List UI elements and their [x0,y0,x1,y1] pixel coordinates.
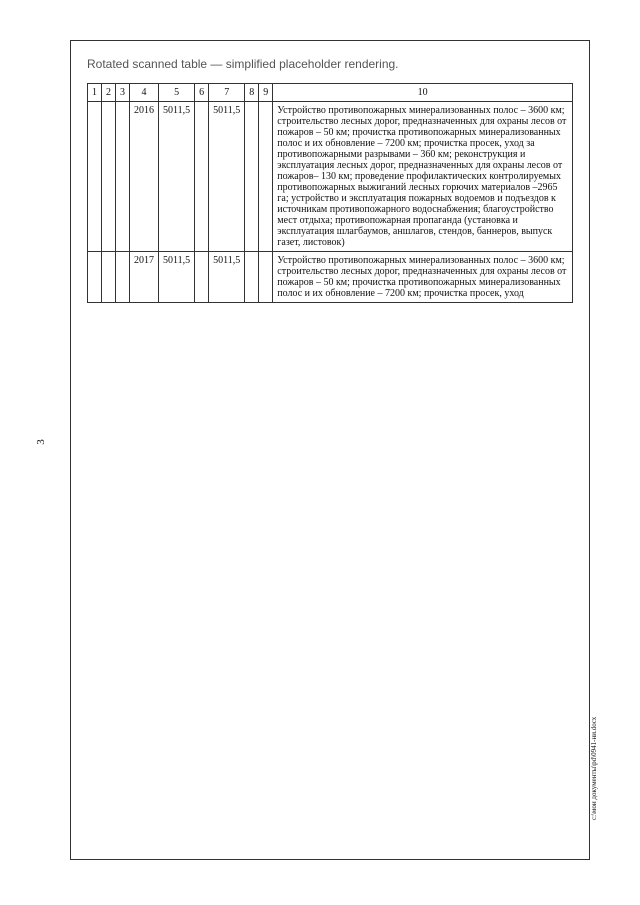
cell [102,252,116,303]
description-cell: Устройство противопожарных минерализованных полос – 3600 км; строительство лесных дорог, предназначенных для охраны лесов от пожаров – 50 км; прочистка противопожарных минерализованных полос и их обновление – 7200 км; прочистка просек, уход за противопожарными разрывами – 360 км; реконструкция и эксплуатация лесных дорог, предназначенных для охраны лесов от пожаров– 130 км; проведение профилактических контролируемых противопожарных выжиганий лесных горючих материалов –2965 га; устройство и эксплуатация пожарных водоемов и подъездов к источникам противопожарного водоснабжения; благоустройство мест отдыха; противопожарная пропаганда (установка и эксплуатация шлагбаумов, аншлагов, стендов, баннеров, выпуск газет, листовок) [273,102,573,252]
value-cell: 5011,5 [159,252,195,303]
placeholder-notice: Rotated scanned table — simplified placeholder rendering. [87,57,399,71]
cell [195,102,209,252]
cell [259,252,273,303]
page-number: 3 [34,439,47,445]
cell [259,102,273,252]
value-cell: 5011,5 [209,252,245,303]
placeholder-card [70,40,590,860]
header-cell: 8 [245,84,259,102]
year-cell: 2016 [130,102,159,252]
cell [195,252,209,303]
value-cell: 5011,5 [209,102,245,252]
header-cell: 2 [102,84,116,102]
data-table [87,83,573,303]
description-cell: Устройство противопожарных минерализованных полос – 3600 км; строительство лесных дорог, предназначенных для охраны лесов от пожаров – 50 км; прочистка противопожарных минерализованных полос и их обновление – 7200 км; прочистка просек, уход [273,252,573,303]
header-cell: 3 [116,84,130,102]
header-cell: 1 [88,84,102,102]
cell [88,102,102,252]
cell [116,102,130,252]
cell [245,102,259,252]
table-header-row [88,84,573,102]
cell [102,102,116,252]
cell [245,252,259,303]
table-row [88,252,573,303]
table-row [88,102,573,252]
year-cell: 2017 [130,252,159,303]
header-cell: 6 [195,84,209,102]
value-cell: 5011,5 [159,102,195,252]
file-path-footer: c:\мои документы\pd\0941-ни.docx [590,716,598,820]
header-cell: 5 [159,84,195,102]
header-cell: 9 [259,84,273,102]
cell [88,252,102,303]
header-cell: 10 [273,84,573,102]
cell [116,252,130,303]
header-cell: 7 [209,84,245,102]
header-cell: 4 [130,84,159,102]
